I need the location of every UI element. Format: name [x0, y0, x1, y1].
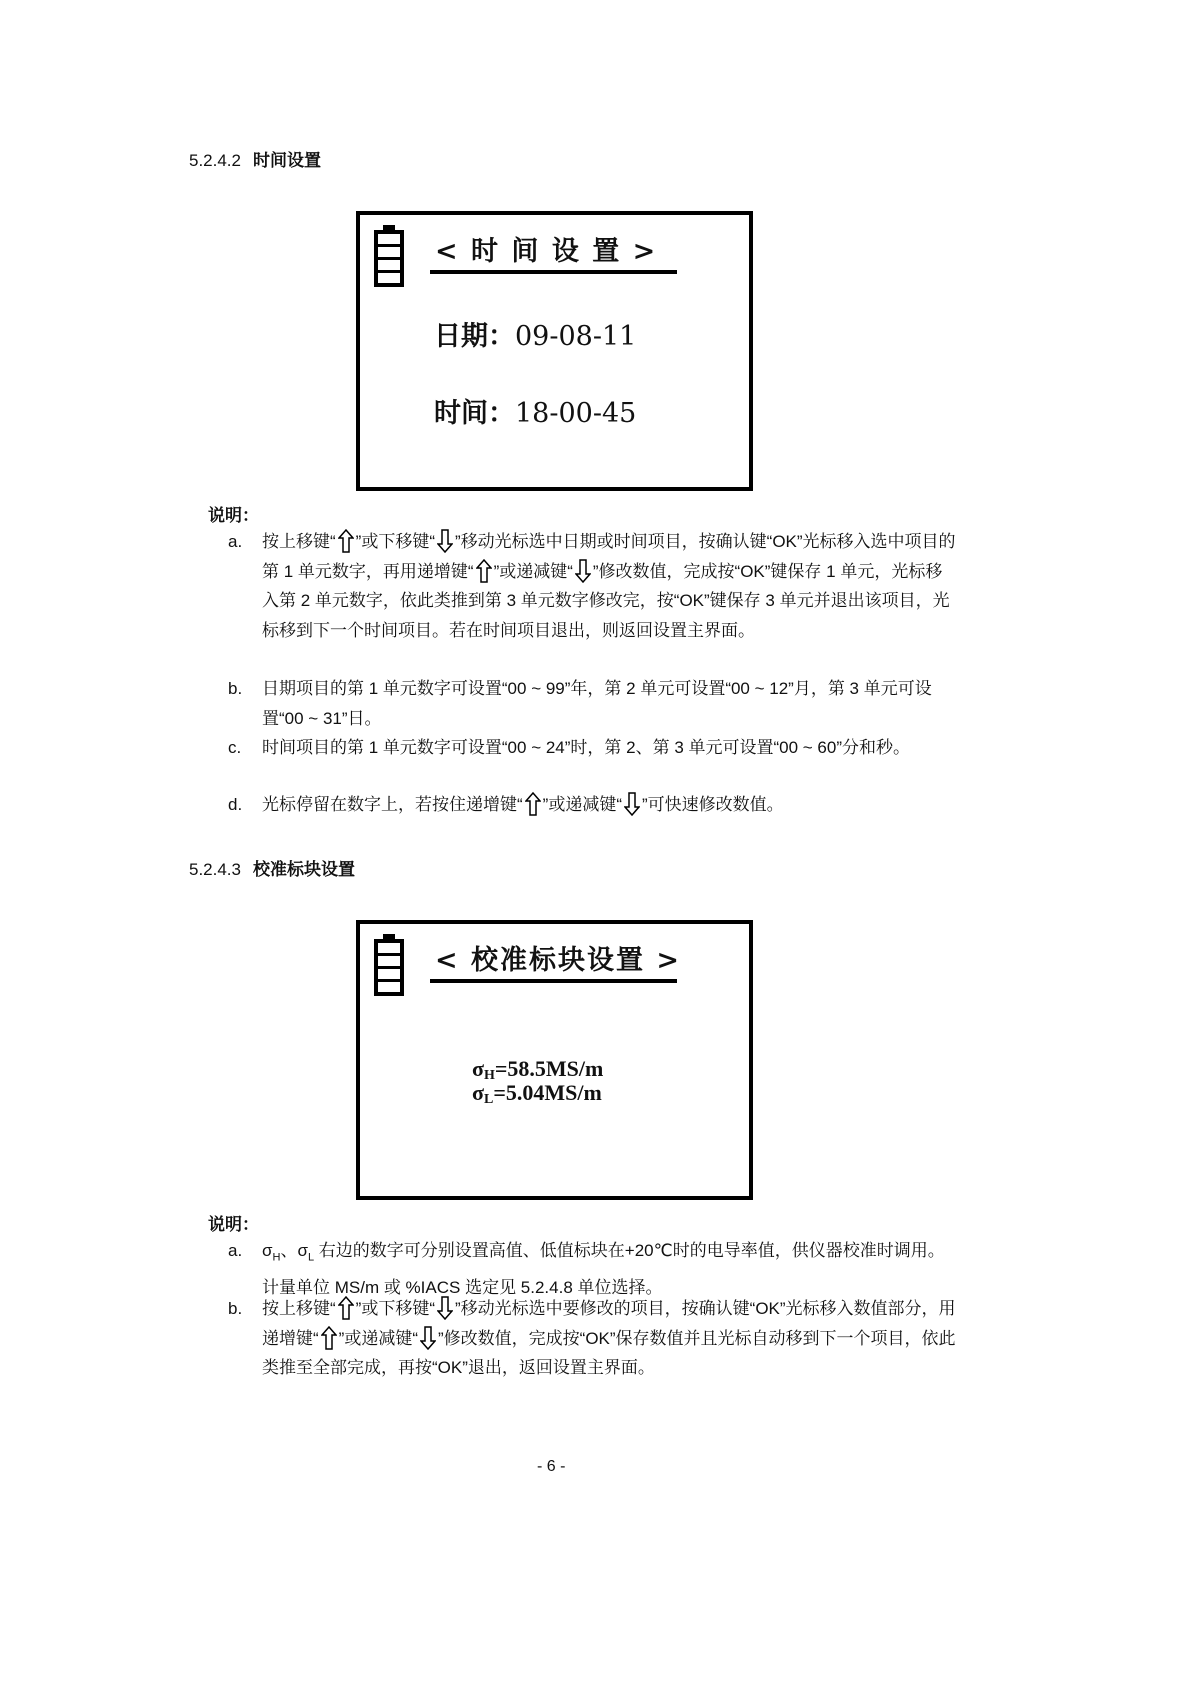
- title-underline: [430, 270, 677, 274]
- up-arrow-icon: [338, 529, 354, 553]
- note-b: [228, 674, 958, 733]
- lcd-screen-time-settings: [356, 211, 753, 491]
- note-text: 日期项目的第 1 单元数字可设置“00 ~ 99”年，第 2 单元可设置“00 ~ 12”月，第 3 单元可设置“00 ~ 31”日。: [262, 679, 932, 728]
- down-arrow-icon: [575, 559, 591, 583]
- battery-full-icon: [374, 225, 404, 287]
- time-row: [434, 391, 636, 430]
- note-marker: d.: [228, 795, 243, 814]
- lcd-screen-calibration-block: [356, 920, 753, 1200]
- note-marker: b.: [228, 679, 243, 698]
- note-marker: a.: [228, 532, 243, 551]
- lcd-title: < 校准标块设置 >: [435, 945, 682, 976]
- section-heading-time-settings: [189, 146, 321, 171]
- battery-full-icon: [374, 934, 404, 996]
- up-arrow-icon: [525, 792, 541, 816]
- lcd-title: < 时 间 设 置 >: [435, 236, 658, 267]
- note-c: [228, 733, 958, 763]
- notes-label: 说明：: [208, 1215, 259, 1234]
- sigma-low-row: $\sigma_L=5.04MS/m$: [472, 1080, 602, 1107]
- note-marker: a.: [228, 1241, 243, 1260]
- down-arrow-icon: [624, 792, 640, 816]
- up-arrow-icon: [321, 1326, 337, 1350]
- date-row: [434, 314, 636, 353]
- time-label: 时间：: [434, 398, 515, 429]
- down-arrow-icon: [437, 1296, 453, 1320]
- note-d: d. 光标停留在数字上，若按住递增键“ ”或递减键“ ”可快速修改数值。: [228, 790, 958, 820]
- time-value: 18-00-45: [515, 398, 637, 429]
- up-arrow-icon: [476, 559, 492, 583]
- sigma-low-value: =5.04MS/m: [493, 1080, 602, 1105]
- section-number: 5.2.4.2: [189, 151, 241, 170]
- note-text: 时间项目的第 1 单元数字可设置“00 ~ 24”时，第 2、第 3 单元可设置“00 ~ 60”分和秒。: [262, 738, 911, 757]
- note-marker: c.: [228, 738, 242, 757]
- down-arrow-icon: [437, 529, 453, 553]
- note-a: a. $\sigma_H$、$\sigma_L$ 右边的数字可分别设置高值、低值标块在+20℃时的电导率值，供仪器校准时调用。计量单位 MS/m 或 %IACS 选定见 5.2.4.8 单位选择。: [228, 1236, 958, 1302]
- sigma-high-value: =58.5MS/m: [494, 1056, 604, 1081]
- note-a: a. 按上移键“ ”或下移键“ ”移动光标选中日期或时间项目，按确认键“OK”光标移入选中项目的第 1 单元数字，再用递增键“ ”或递减键“ ”修改数值，完成按“OK”键保存 1 单元，光标移入第 2 单元数字，依此类推到第 3 单元数字修改完，按“OK”键保存 3 单元并退出该项目，光标移到下一个时间项目。若在时间项目退出，则返回设置主界面。: [228, 527, 958, 645]
- date-value: 09-08-11: [515, 321, 637, 352]
- up-arrow-icon: [338, 1296, 354, 1320]
- note-b: b. 按上移键“ ”或下移键“ ”移动光标选中要修改的项目，按确认键“OK”光标移入数值部分，用递增键“ ”或递减键“ ”修改数值，完成按“OK”保存数值并且光标自动移到下一个项目，依此类推至全部完成，再按“OK”退出，返回设置主界面。: [228, 1294, 958, 1383]
- section-number: 5.2.4.3: [189, 860, 241, 879]
- sigma-high-row: $\sigma_H=58.5MS/m$: [472, 1056, 604, 1083]
- date-label: 日期：: [434, 321, 515, 352]
- down-arrow-icon: [420, 1326, 436, 1350]
- section-heading-calibration-block: [189, 855, 355, 880]
- note-marker: b.: [228, 1299, 243, 1318]
- title-underline: [430, 979, 677, 983]
- section-title: 校准标块设置: [253, 860, 355, 879]
- notes-label: 说明：: [208, 506, 259, 525]
- page-number: - 6 -: [537, 1458, 566, 1475]
- section-title: 时间设置: [253, 151, 321, 170]
